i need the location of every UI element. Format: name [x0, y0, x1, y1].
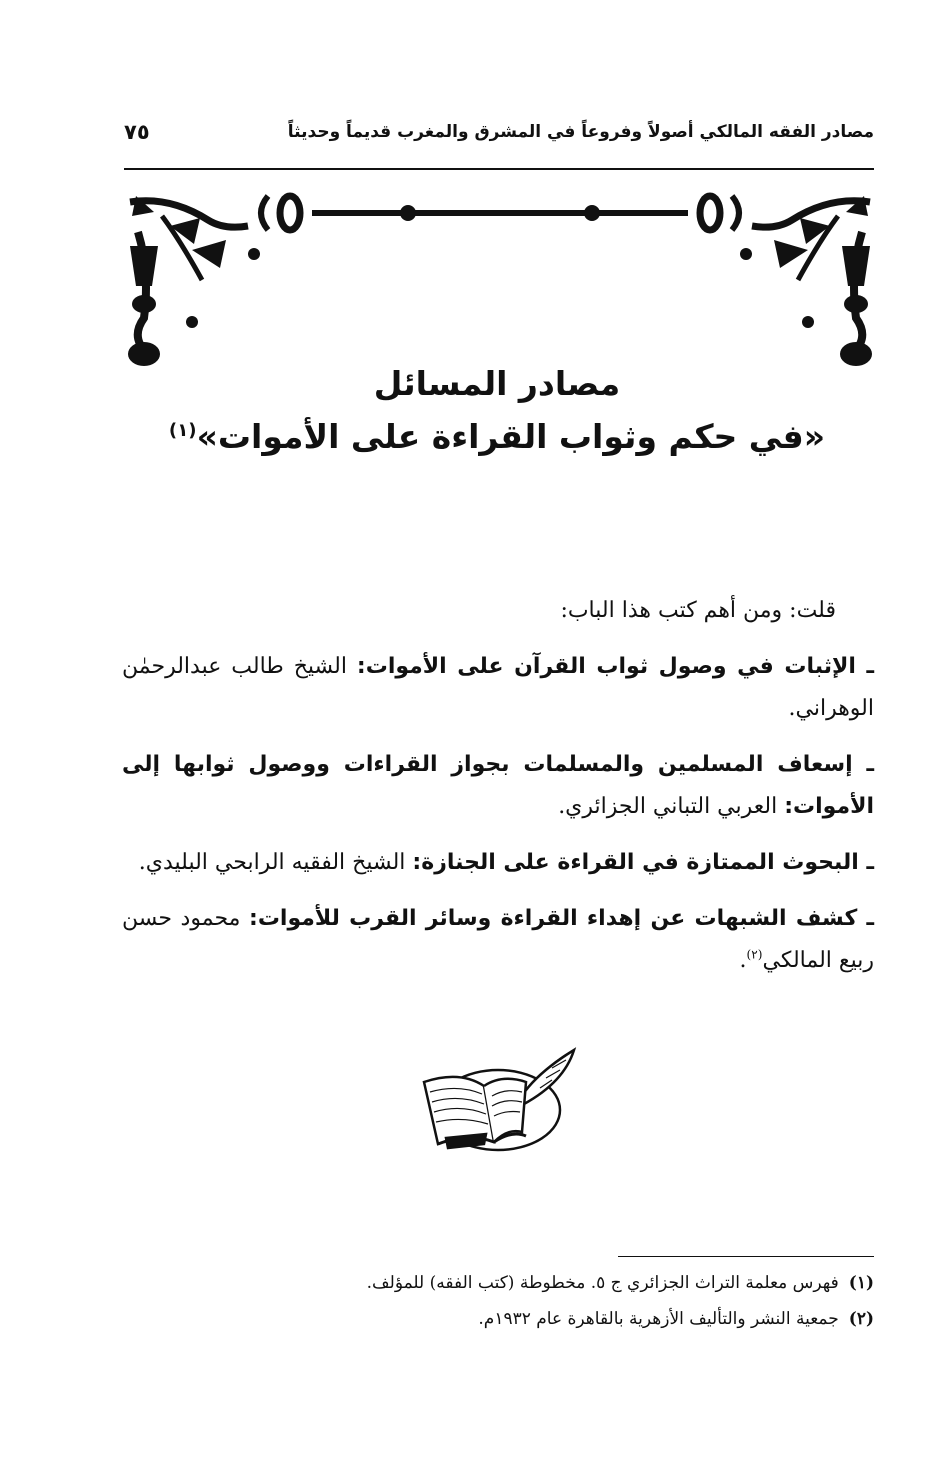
book-and-quill-icon	[416, 1046, 580, 1154]
header-rule	[124, 168, 874, 170]
entry-item	[122, 842, 874, 884]
footnote-text: جمعية النشر والتأليف الأزهرية بالقاهرة عام ١٩٣٢م.	[478, 1309, 839, 1329]
entry-item	[122, 744, 874, 828]
chapter-subtitle	[120, 416, 874, 458]
entry-title: ـ إسعاف المسلمين والمسلمات بجواز القراءات ووصول ثوابها إلى الأموات:	[122, 752, 874, 819]
entry-item	[122, 646, 874, 730]
chapter-title: مصادر المسائل	[373, 364, 621, 403]
footnote-mark: (٢)	[848, 1309, 874, 1329]
entry-end-punctuation: .	[739, 948, 747, 973]
footnotes	[122, 1268, 874, 1340]
footnote-item	[122, 1268, 874, 1298]
floral-corner-frame-ornament	[122, 186, 878, 376]
entry-author: الشيخ الفقيه الرابحي البليدي.	[138, 850, 413, 875]
entry-author: العربي التباني الجزائري.	[558, 794, 785, 819]
footnote-ref-2: (٢)	[746, 947, 763, 962]
footnote-text: فهرس معلمة التراث الجزائري ج ٥. مخطوطة (كتب الفقه) للمؤلف.	[366, 1273, 839, 1293]
running-header	[124, 118, 874, 158]
body-text	[122, 590, 874, 996]
entry-author: محمود حسن ربيع المالكي	[122, 906, 874, 973]
entry-item	[122, 898, 874, 982]
footnote-ref-1: (١)	[168, 420, 197, 441]
entry-title: ـ البحوث الممتازة في القراءة على الجنازة:	[412, 850, 874, 875]
page-number: ٧٥	[124, 120, 150, 144]
running-title: مصادر الفقه المالكي أصولاً وفروعاً في المشرق والمغرب قديماً وحديثاً	[287, 122, 874, 142]
entry-title: ـ كشف الشبهات عن إهداء القراءة وسائر القرب للأموات:	[249, 906, 875, 931]
footnote-rule	[618, 1256, 874, 1257]
intro-line: قلت: ومن أهم كتب هذا الباب:	[560, 598, 836, 623]
footnote-item	[122, 1304, 874, 1334]
entry-title: ـ الإثبات في وصول ثواب القرآن على الأموات:	[356, 654, 874, 679]
footnote-mark: (١)	[848, 1273, 874, 1293]
chapter-subtitle-text: «في حكم وثواب القراءة على الأموات»	[196, 417, 826, 456]
entry-author: الشيخ طالب عبدالرحمٰن الوهراني.	[122, 654, 874, 721]
